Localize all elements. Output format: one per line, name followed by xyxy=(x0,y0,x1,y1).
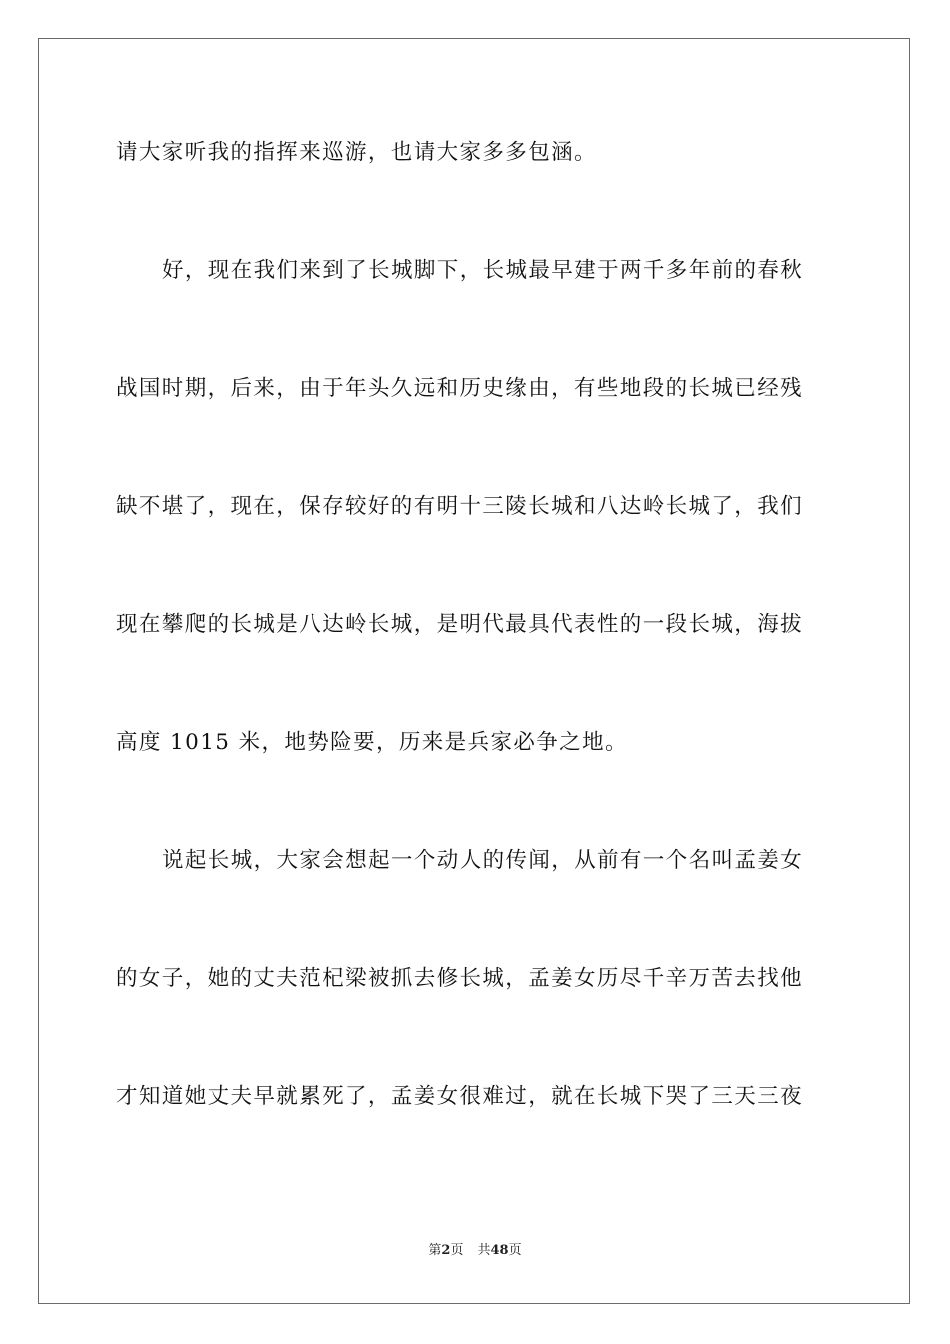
page-border xyxy=(38,38,910,1304)
text-line-9: 才知道她丈夫早就累死了，孟姜女很难过，就在长城下哭了三天三夜 xyxy=(116,1084,804,1109)
text-line-2: 好，现在我们来到了长城脚下，长城最早建于两千多年前的春秋 xyxy=(162,258,804,283)
text-line-1: 请大家听我的指挥来巡游，也请大家多多包涵。 xyxy=(116,140,597,165)
footer-page-total: 48 xyxy=(490,1243,509,1258)
footer-page-suffix: 页 xyxy=(450,1243,464,1258)
text-line-3: 战国时期，后来，由于年头久远和历史缘由，有些地段的长城已经残 xyxy=(116,376,804,401)
footer-total-suffix: 页 xyxy=(508,1243,522,1258)
page-footer xyxy=(0,1242,950,1260)
text-line-6: 高度 1015 米，地势险要，历来是兵家必争之地。 xyxy=(116,730,628,755)
text-line-4: 缺不堪了，现在，保存较好的有明十三陵长城和八达岭长城了，我们 xyxy=(116,494,804,519)
footer-total-prefix: 共 xyxy=(477,1243,491,1258)
text-line-7: 说起长城，大家会想起一个动人的传闻，从前有一个名叫孟姜女 xyxy=(162,848,804,873)
text-line-5: 现在攀爬的长城是八达岭长城，是明代最具代表性的一段长城，海拔 xyxy=(116,612,804,637)
footer-page-current: 2 xyxy=(441,1243,451,1258)
footer-page-prefix: 第 xyxy=(428,1243,442,1258)
text-line-8: 的女子，她的丈夫范杞梁被抓去修长城，孟姜女历尽千辛万苦去找他 xyxy=(116,966,804,991)
